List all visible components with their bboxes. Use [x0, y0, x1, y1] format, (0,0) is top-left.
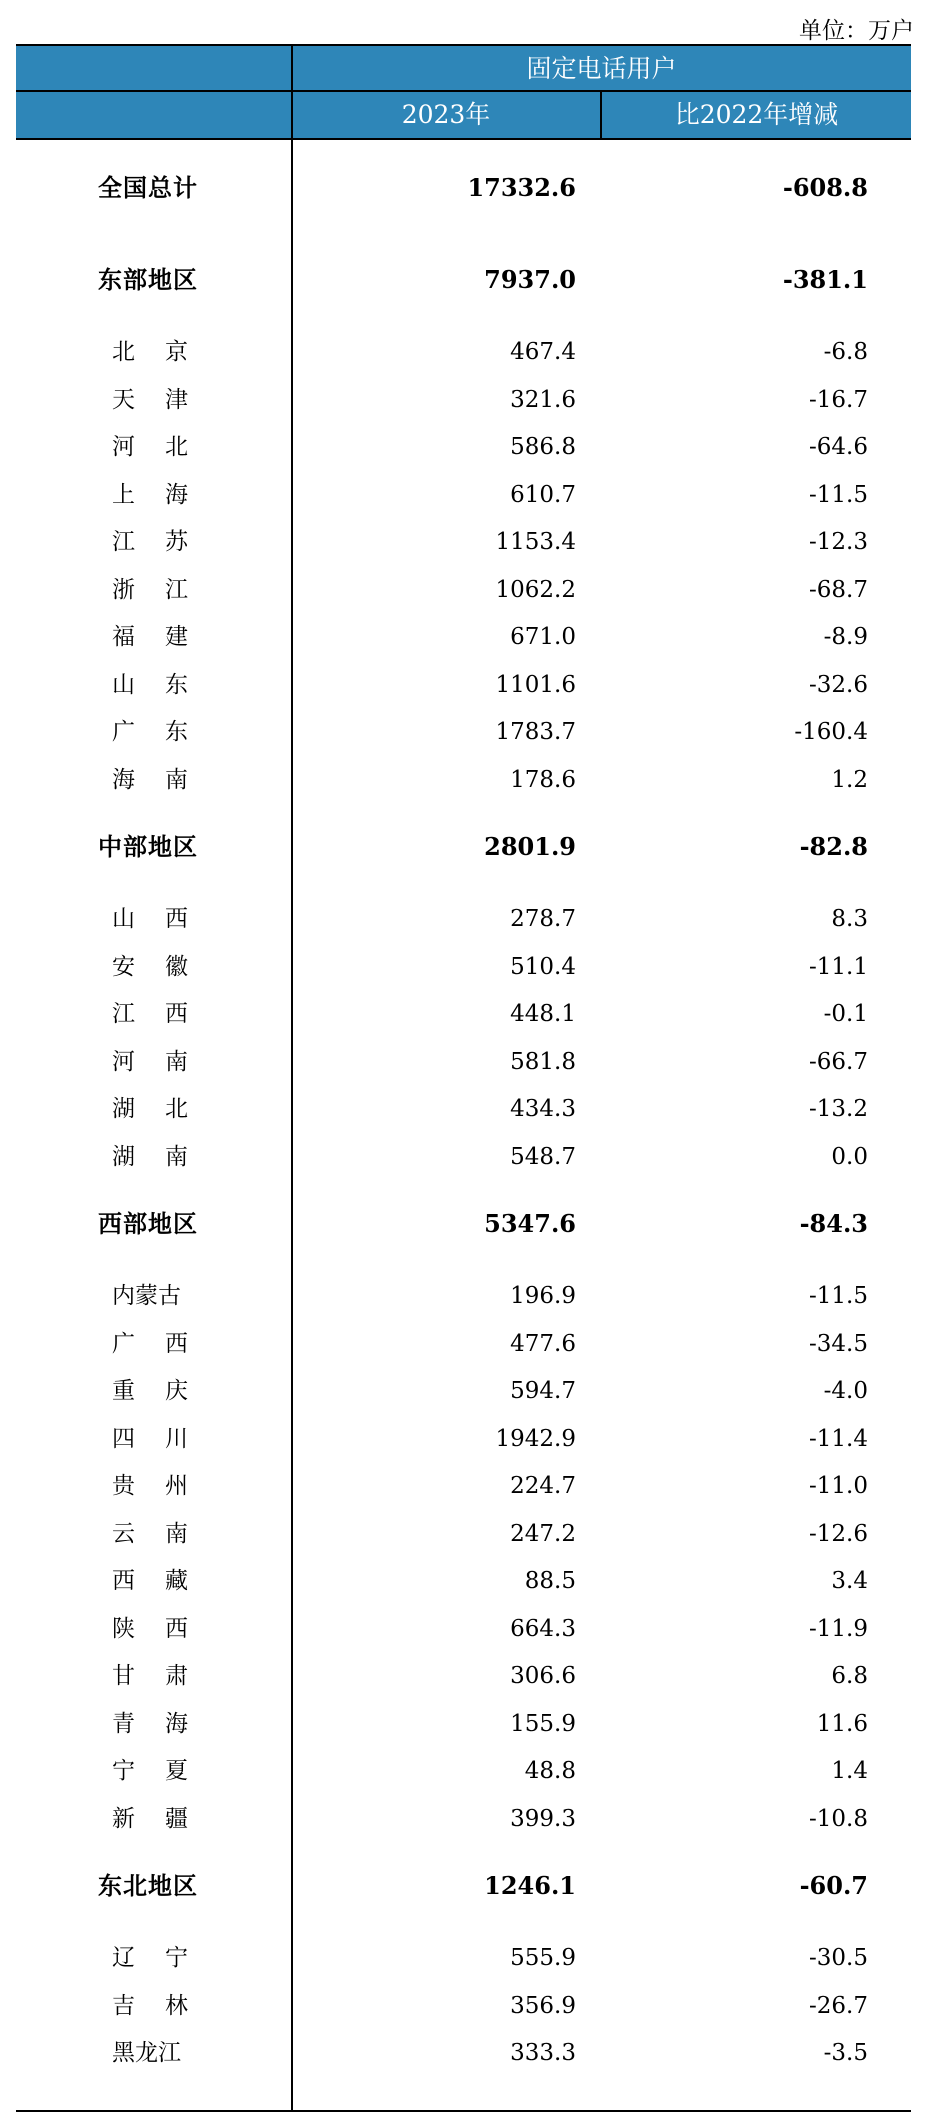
table-row [16, 260, 911, 300]
row-value-2023: 548.7 [510, 1143, 576, 1170]
row-name: 宁夏 [112, 1758, 218, 1784]
row-value-diff: -34.5 [809, 1330, 868, 1357]
row-value-diff: 0.0 [831, 1143, 868, 1170]
row-name: 黑龙江 [112, 2040, 181, 2066]
row-name: 福建 [112, 624, 218, 650]
row-value-2023: 17332.6 [467, 173, 576, 202]
row-name: 海南 [112, 766, 218, 793]
row-value-diff: -64.6 [809, 434, 868, 460]
header-row-title [16, 44, 911, 92]
table-row [16, 1656, 911, 1696]
row-name: 全国总计 [98, 173, 198, 202]
table-row [16, 380, 911, 420]
table-row [16, 2033, 911, 2073]
row-value-2023: 1062.2 [495, 576, 576, 603]
row-value-2023: 196.9 [510, 1283, 576, 1309]
row-value-2023: 1246.1 [484, 1871, 576, 1900]
table-row [16, 1137, 911, 1177]
row-name: 广东 [112, 719, 218, 745]
row-value-diff: -160.4 [794, 719, 868, 745]
row-name: 天津 [112, 386, 218, 413]
row-value-2023: 555.9 [510, 1945, 576, 1971]
table-row [16, 617, 911, 657]
row-name: 江西 [112, 1001, 218, 1027]
row-value-2023: 247.2 [510, 1520, 576, 1547]
row-value-diff: 1.4 [831, 1758, 868, 1784]
row-value-2023: 1942.9 [495, 1425, 576, 1452]
row-name: 北京 [112, 339, 218, 365]
table-row [16, 1799, 911, 1839]
row-value-diff: -8.9 [823, 624, 868, 650]
row-name: 浙江 [112, 576, 218, 603]
table-row [16, 899, 911, 939]
header-title: 固定电话用户 [526, 54, 677, 83]
table-row [16, 1514, 911, 1554]
row-value-2023: 7937.0 [484, 265, 576, 294]
row-value-2023: 48.8 [524, 1758, 576, 1784]
row-name: 湖北 [112, 1096, 218, 1122]
row-name: 重庆 [112, 1378, 218, 1404]
table-row [16, 332, 911, 372]
row-name: 西藏 [112, 1568, 218, 1594]
row-value-2023: 671.0 [510, 624, 576, 650]
row-value-diff: -30.5 [809, 1945, 868, 1971]
column-divider-header [600, 92, 602, 140]
table-row [16, 522, 911, 562]
table-row [16, 570, 911, 610]
row-value-diff: -11.0 [809, 1473, 868, 1499]
table-row [16, 1466, 911, 1506]
row-value-2023: 399.3 [510, 1805, 576, 1832]
row-value-diff: 6.8 [831, 1663, 868, 1689]
table-row [16, 994, 911, 1034]
row-name: 云南 [112, 1520, 218, 1547]
table-bottom-border [16, 2110, 911, 2112]
table-row [16, 1751, 911, 1791]
row-name: 湖南 [112, 1143, 218, 1170]
row-value-2023: 467.4 [510, 339, 576, 365]
row-name: 东部地区 [98, 265, 198, 294]
row-value-2023: 594.7 [510, 1378, 576, 1404]
table-row [16, 947, 911, 987]
row-name: 青海 [112, 1710, 218, 1737]
row-name: 江苏 [112, 529, 218, 555]
row-value-2023: 1153.4 [495, 529, 576, 555]
table-row [16, 1324, 911, 1364]
table-row [16, 827, 911, 867]
table-row [16, 168, 911, 208]
table-row [16, 712, 911, 752]
row-value-diff: -3.5 [823, 2040, 868, 2066]
row-value-2023: 178.6 [510, 766, 576, 793]
unit-label: 单位：万户 [799, 18, 914, 44]
table-row [16, 760, 911, 800]
row-value-diff: -4.0 [823, 1378, 868, 1404]
row-value-diff: -11.1 [809, 953, 868, 980]
table-row [16, 1204, 911, 1244]
row-value-diff: -11.9 [809, 1615, 868, 1642]
table-row [16, 1419, 911, 1459]
table-row [16, 1371, 911, 1411]
row-value-2023: 333.3 [510, 2040, 576, 2066]
row-value-diff: -13.2 [809, 1096, 868, 1122]
row-value-2023: 664.3 [510, 1615, 576, 1642]
row-value-diff: -66.7 [809, 1048, 868, 1075]
row-name: 新疆 [112, 1805, 218, 1832]
row-name: 陕西 [112, 1615, 218, 1642]
row-value-2023: 510.4 [510, 953, 576, 980]
row-value-diff: -11.4 [809, 1425, 868, 1452]
row-value-2023: 581.8 [510, 1048, 576, 1075]
table-row [16, 1561, 911, 1601]
row-value-diff: -12.3 [809, 529, 868, 555]
row-value-diff: -381.1 [782, 265, 868, 294]
row-name: 河南 [112, 1048, 218, 1075]
row-value-diff: -68.7 [809, 576, 868, 603]
row-name: 山东 [112, 671, 218, 698]
row-value-diff: -10.8 [809, 1805, 868, 1832]
row-name: 中部地区 [98, 832, 198, 861]
row-value-diff: -84.3 [799, 1209, 868, 1238]
row-value-diff: -6.8 [823, 339, 868, 365]
row-name: 上海 [112, 481, 218, 508]
table-row [16, 1609, 911, 1649]
row-value-2023: 224.7 [510, 1473, 576, 1499]
row-value-2023: 610.7 [510, 481, 576, 508]
row-value-2023: 2801.9 [484, 832, 576, 861]
row-value-diff: -11.5 [809, 1283, 868, 1309]
row-name: 四川 [112, 1425, 218, 1452]
header-col-diff: 比2022年增减 [674, 100, 839, 129]
row-value-2023: 448.1 [510, 1001, 576, 1027]
row-value-2023: 306.6 [510, 1663, 576, 1689]
row-value-2023: 356.9 [510, 1992, 576, 2019]
row-value-diff: -26.7 [809, 1992, 868, 2019]
header-col-2023: 2023年 [401, 100, 491, 129]
row-name: 甘肃 [112, 1663, 218, 1689]
row-name: 内蒙古 [112, 1283, 181, 1309]
row-value-2023: 1783.7 [495, 719, 576, 745]
table-row [16, 665, 911, 705]
row-value-diff: -11.5 [809, 481, 868, 508]
row-name: 辽宁 [112, 1945, 218, 1971]
row-name: 东北地区 [98, 1871, 198, 1900]
row-value-2023: 321.6 [510, 386, 576, 413]
row-value-2023: 278.7 [510, 906, 576, 932]
row-value-diff: -32.6 [809, 671, 868, 698]
data-table [16, 44, 911, 2114]
table-row [16, 1986, 911, 2026]
table-row [16, 1704, 911, 1744]
row-value-2023: 1101.6 [495, 671, 576, 698]
row-name: 广西 [112, 1330, 218, 1357]
row-value-diff: -16.7 [809, 386, 868, 413]
table-row [16, 1042, 911, 1082]
row-value-diff: -0.1 [823, 1001, 868, 1027]
table-row [16, 1089, 911, 1129]
table-row [16, 427, 911, 467]
row-name: 西部地区 [98, 1209, 198, 1238]
row-value-diff: 3.4 [831, 1568, 868, 1594]
row-value-diff: 1.2 [831, 766, 868, 793]
row-name: 贵州 [112, 1473, 218, 1499]
row-value-2023: 477.6 [510, 1330, 576, 1357]
row-value-2023: 434.3 [510, 1096, 576, 1122]
row-name: 安徽 [112, 953, 218, 980]
row-name: 河北 [112, 434, 218, 460]
row-name: 吉林 [112, 1992, 218, 2019]
row-value-2023: 5347.6 [484, 1209, 576, 1238]
table-row [16, 475, 911, 515]
row-value-2023: 586.8 [510, 434, 576, 460]
row-value-diff: -12.6 [809, 1520, 868, 1547]
row-value-2023: 155.9 [510, 1710, 576, 1737]
header-row-columns [16, 92, 911, 140]
table-row [16, 1866, 911, 1906]
row-value-diff: -60.7 [799, 1871, 868, 1900]
row-value-diff: -608.8 [782, 173, 868, 202]
row-value-2023: 88.5 [524, 1568, 576, 1594]
table-row [16, 1276, 911, 1316]
row-name: 山西 [112, 906, 218, 932]
row-value-diff: 11.6 [816, 1710, 868, 1737]
row-value-diff: -82.8 [799, 832, 868, 861]
table-row [16, 1938, 911, 1978]
row-value-diff: 8.3 [831, 906, 868, 932]
